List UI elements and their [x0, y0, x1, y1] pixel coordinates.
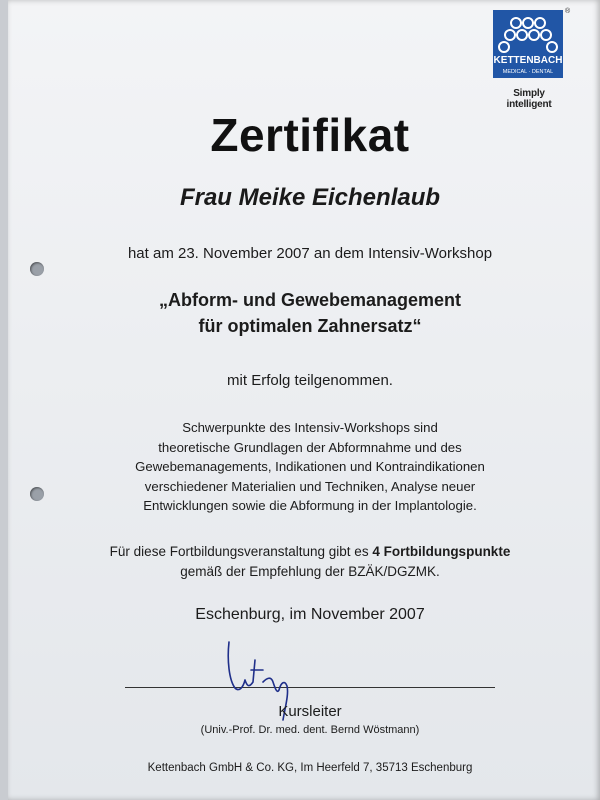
kettenbach-logo [493, 10, 563, 78]
points-statement [60, 542, 560, 581]
points-count: 4 Fortbildungspunkte [372, 544, 511, 559]
points-line-2: gemäß der Empfehlung der BZÄK/DGZMK. [180, 563, 440, 579]
points-line-1 [60, 542, 560, 562]
description-line: Entwicklungen sowie die Abformung in der Implantologie. [143, 498, 477, 513]
recipient-name: Frau Meike Eichenlaub [179, 184, 441, 211]
signer-role: Kursleiter [278, 703, 342, 720]
logo-circles-icon [493, 10, 563, 78]
course-title [60, 287, 560, 339]
points-prefix: Für diese Fortbildungsveranstaltung gibt es [109, 544, 373, 559]
place-date: Eschenburg, im November 2007 [195, 606, 425, 623]
description-line: Gewebemanagements, Indikationen und Kontraindikationen [135, 459, 485, 474]
registered-mark: ® [565, 8, 571, 15]
description [60, 418, 560, 516]
signer-name: (Univ.-Prof. Dr. med. dent. Bernd Wöstmann) [200, 724, 420, 736]
signature-line [125, 687, 495, 688]
punch-hole-bottom [30, 487, 44, 501]
certificate-title: Zertifikat [210, 109, 410, 161]
description-line: verschiedener Materialien und Techniken, Analyse neuer [144, 478, 476, 494]
course-title-line-2: für optimalen Zahnersatz“ [198, 316, 422, 336]
intro-text: hat am 23. November 2007 an dem Intensiv-Workshop [127, 245, 493, 262]
course-title-line-1: „Abform- und Gewebemanagement [158, 290, 462, 310]
punch-hole-top [30, 262, 44, 276]
logo-tagline: Simply intelligent [506, 88, 552, 110]
description-line: Schwerpunkte des Intensiv-Workshops sind [182, 420, 438, 435]
description-line: theoretische Grundlagen der Abformnahme und des [158, 439, 462, 455]
company-footer: Kettenbach GmbH & Co. KG, Im Heerfeld 7, 35713 Eschenburg [147, 762, 473, 774]
logo-sub: MEDICAL · DENTAL [502, 69, 554, 75]
logo-brand: KETTENBACH [493, 55, 563, 66]
success-text: mit Erfolg teilgenommen. [227, 372, 393, 389]
